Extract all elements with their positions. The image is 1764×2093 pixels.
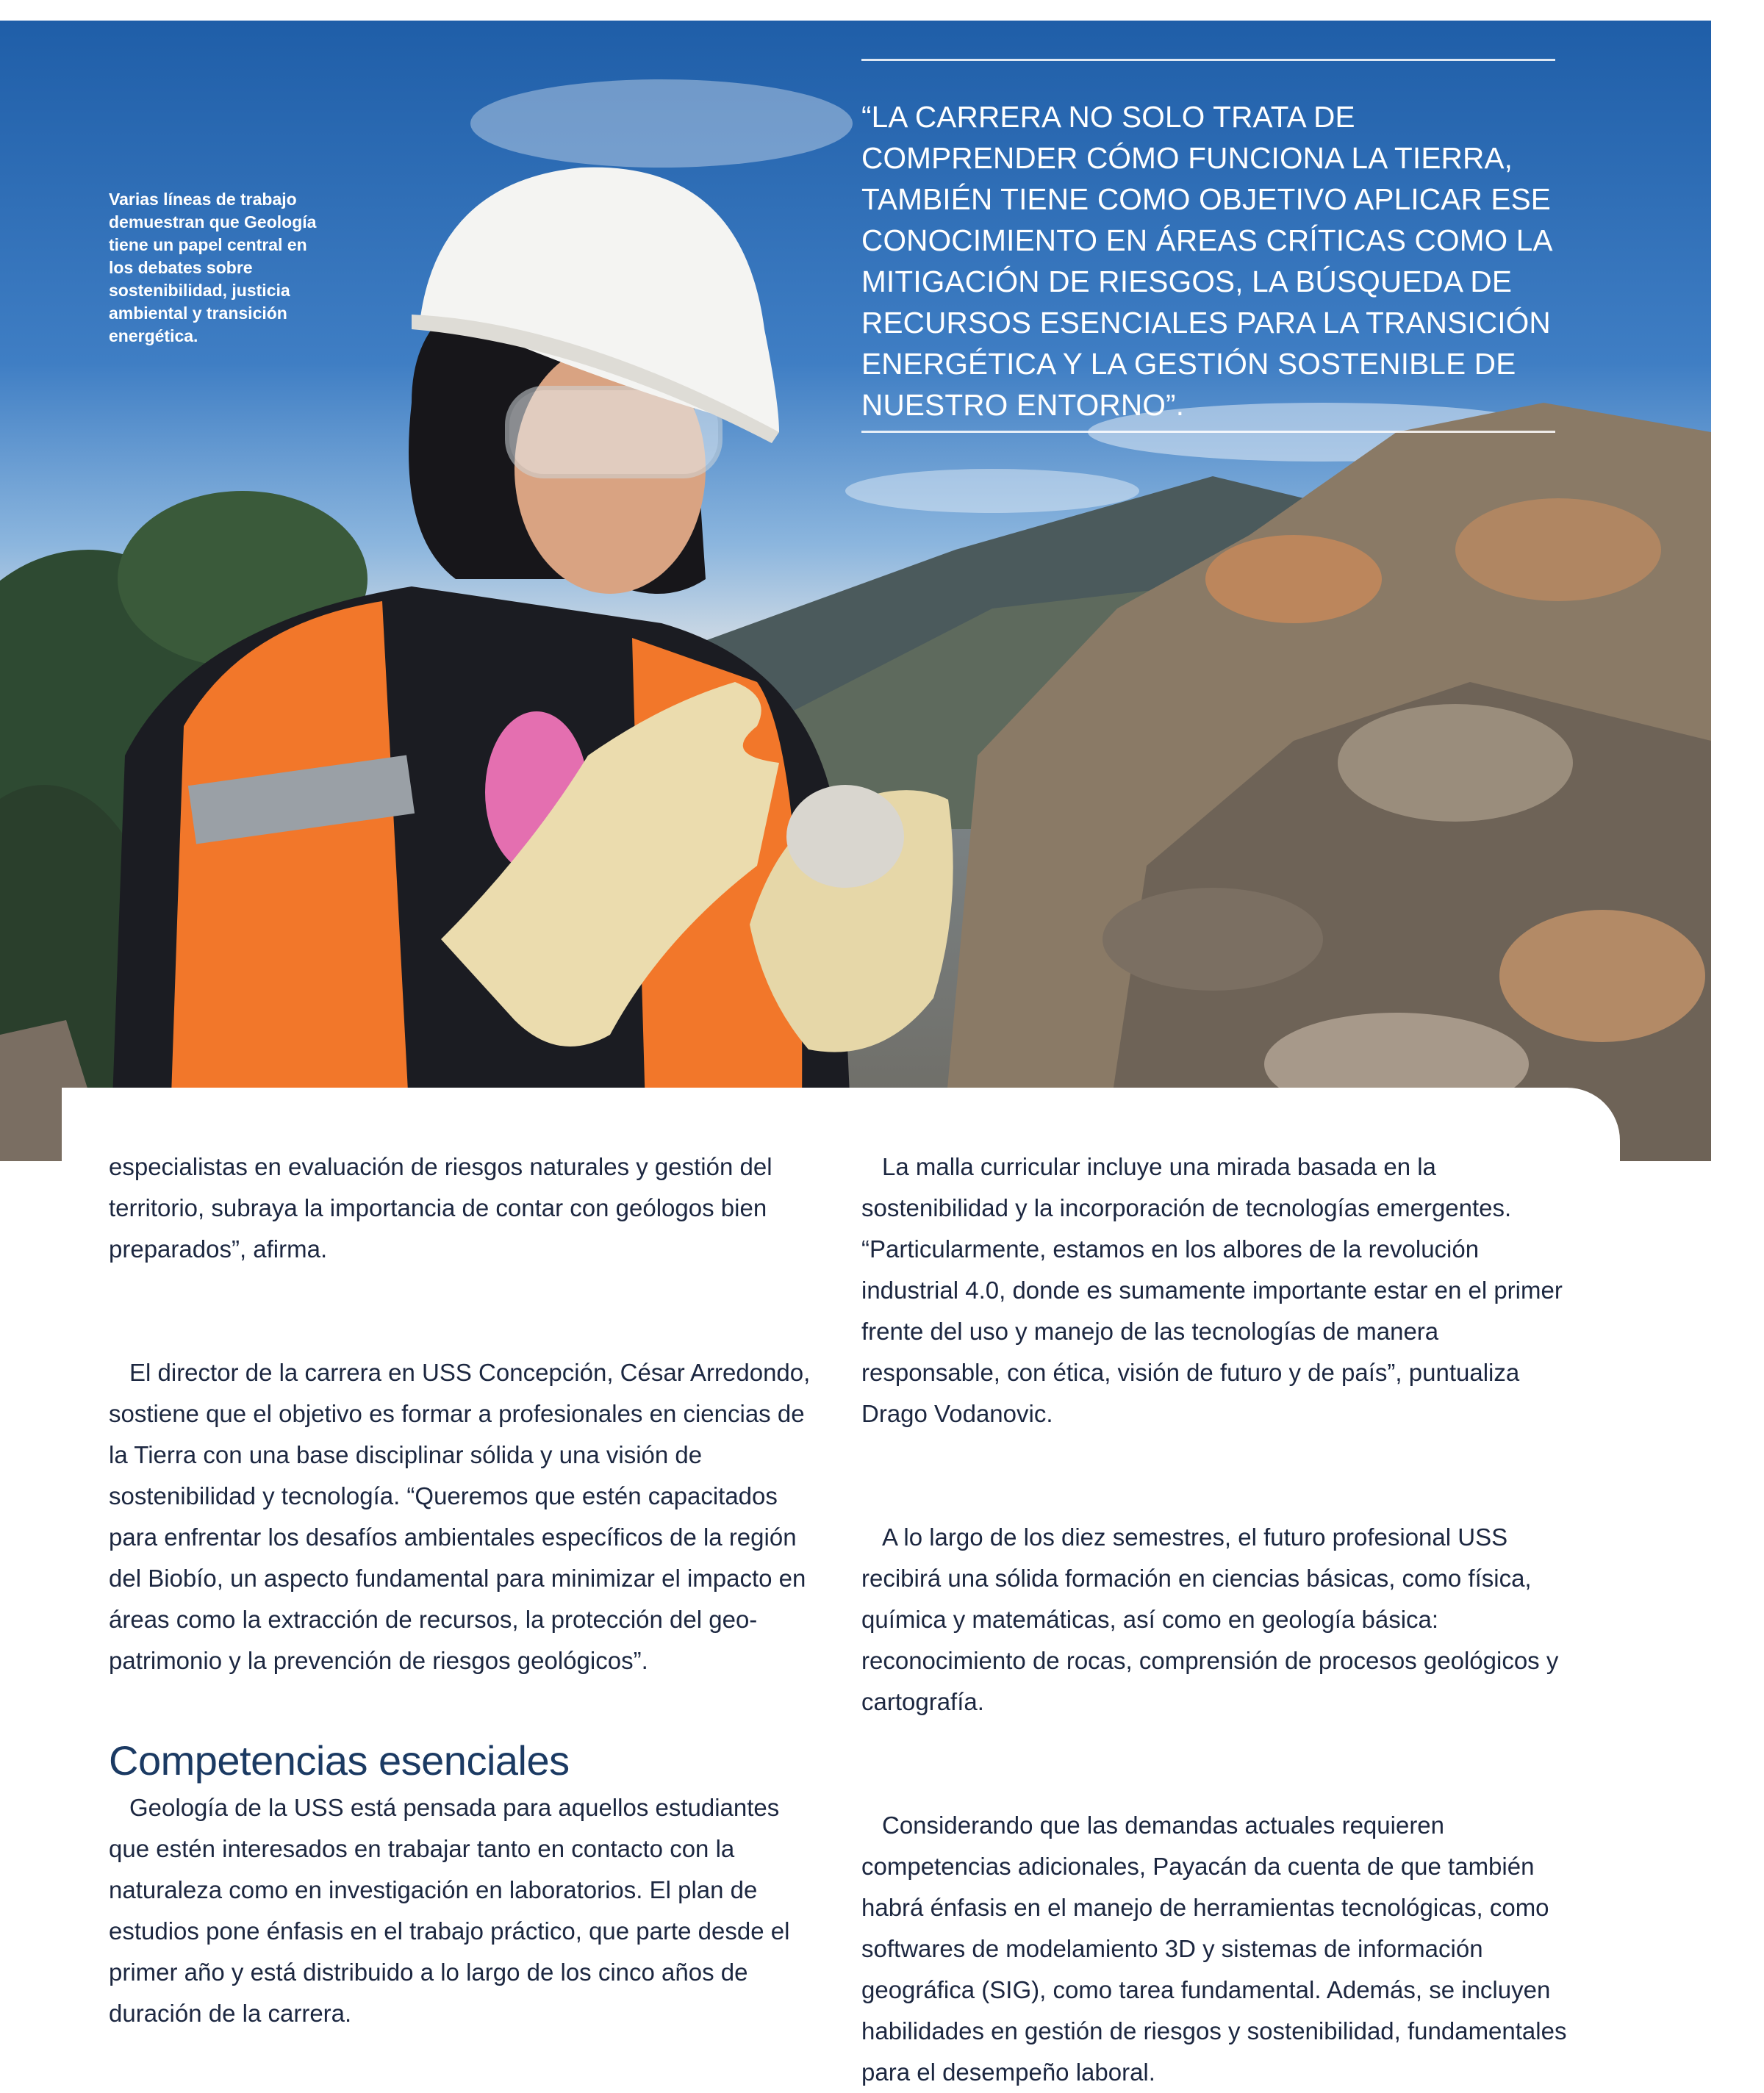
right-paragraph-1: La malla curricular incluye una mirada basada en la sostenibilidad y la incorporación de tecnologías emergentes. “Particularmente, estamos en los albores de la revolución industrial 4.0, donde es sumamente importante estar en el primer frente del uso y manejo de las tecnologías de manera responsable, con ética, visión de futuro y de país”, puntualiza Drago Vodanovic. xyxy=(861,1153,1563,1427)
right-column xyxy=(861,1146,1567,2093)
rock xyxy=(1338,704,1573,822)
right-paragraph-3: Considerando que las demandas actuales requieren competencias adicionales, Payacán da cuenta de que también habrá énfasis en el manejo de herramientas tecnológicas, como softwares de modelamiento 3D y sistemas de información geográfica (SIG), como tarea fundamental. Además, se incluyen habilidades en gestión de riesgos y sostenibilidad, fundamentales para el desempeño laboral. xyxy=(861,1812,1567,2086)
cloud xyxy=(845,469,1139,513)
left-paragraph-3: Geología de la USS está pensada para aquellos estudiantes que estén interesados en trabajar tanto en contacto con la naturaleza como en investigación en laboratorios. El plan de estudios pone énfasis en el trabajo práctico, que parte desde el primer año y está distribuido a lo largo de los cinco años de duración de la carrera. xyxy=(109,1794,790,2027)
rock xyxy=(1205,535,1382,623)
quote-bottom-rule xyxy=(861,431,1555,433)
rock xyxy=(1455,498,1661,601)
cloud xyxy=(470,79,853,168)
rock xyxy=(1499,910,1705,1042)
rock-sample xyxy=(786,785,904,888)
left-paragraph-2: El director de la carrera en USS Concepción, César Arredondo, sostiene que el objetivo es formar a profesionales en ciencias de la Tierra con una base disciplinar sólida y una visión de sostenibilidad y tecnología. “Queremos que estén capacitados para enfrentar los desafíos ambientales específicos de la región del Biobío, un aspecto fundamental para minimizar el impacto en áreas como la extracción de recursos, la protección del geo-patrimonio y la prevención de riesgos geológicos”. xyxy=(109,1359,811,1674)
rock xyxy=(1102,888,1323,991)
right-paragraph-2: A lo largo de los diez semestres, el futuro profesional USS recibirá una sólida formación en ciencias básicas, como física, química y matemáticas, así como en geología básica: reconocimiento de rocas, comprensión de procesos geológicos y cartografía. xyxy=(861,1523,1559,1715)
hero-photo xyxy=(0,21,1711,1161)
left-column xyxy=(109,1146,814,2034)
left-paragraph-1: especialistas en evaluación de riesgos naturales y gestión del territorio, subraya la importancia de contar con geólogos bien preparados”, afirma. xyxy=(109,1153,772,1263)
quote-top-rule xyxy=(861,59,1555,61)
section-heading: Competencias esenciales xyxy=(109,1737,570,1784)
photo-caption: Varias líneas de trabajo demuestran que Geología tiene un papel central en los debates sobre sostenibilidad, justicia ambiental y transición energética. xyxy=(109,190,317,345)
pull-quote: “LA CARRERA NO SOLO TRATA DE COMPRENDER CÓMO FUNCIONA LA TIERRA, TAMBIÉN TIENE COMO OBJETIVO APLICAR ESE CONOCIMIENTO EN ÁREAS CRÍTICAS COMO LA MITIGACIÓN DE RIESGOS, LA BÚSQUEDA DE RECURSOS ESENCIALES PARA LA TRANSICIÓN ENERGÉTICA Y LA GESTIÓN SOSTENIBLE DE NUESTRO ENTORNO”. xyxy=(861,100,1552,422)
